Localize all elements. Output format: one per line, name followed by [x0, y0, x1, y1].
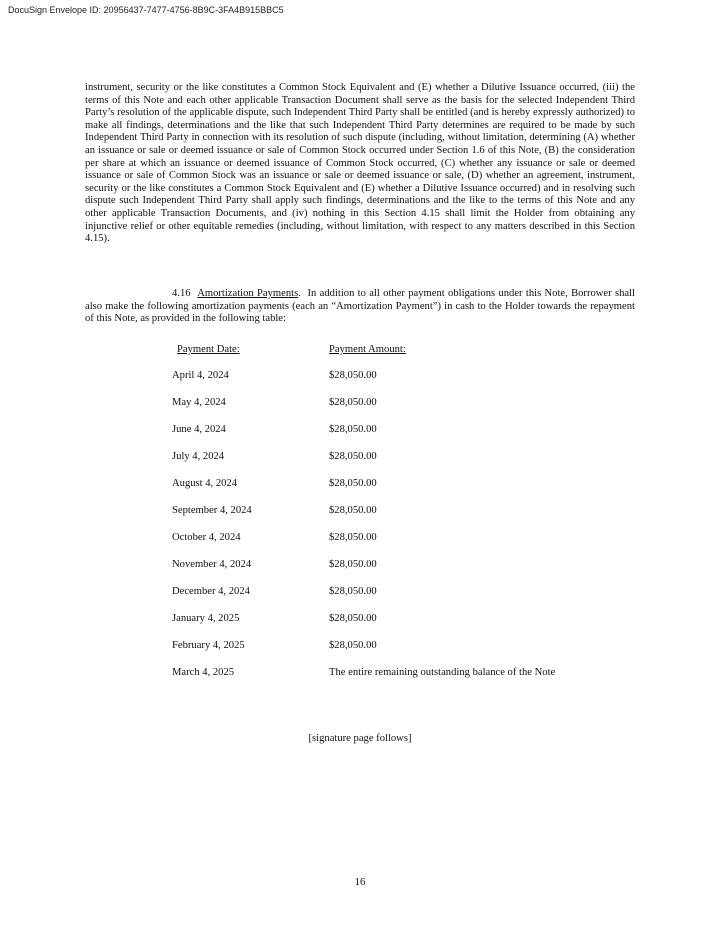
payment-date-cell: February 4, 2025 [172, 640, 245, 651]
payment-date-cell: April 4, 2024 [172, 370, 229, 381]
payment-date-cell: January 4, 2025 [172, 613, 240, 624]
payment-date-cell: September 4, 2024 [172, 505, 252, 516]
payment-date-cell: November 4, 2024 [172, 559, 252, 570]
table-row [0, 640, 720, 654]
payment-date-cell: March 4, 2025 [172, 667, 235, 678]
docusign-envelope-id: DocuSign Envelope ID: 20956437-7477-4756-8B9C-3FA4B915BBC5 [8, 5, 284, 15]
section-heading-period: . [298, 288, 301, 299]
payment-amount-cell: $28,050.00 [329, 640, 377, 651]
table-row [0, 451, 720, 465]
payment-amount-header: Payment Amount: [329, 344, 406, 355]
table-row [0, 667, 720, 681]
section-body: In addition to all other payment obligations under this Note, Borrower shall also make the following amortization payments (each an “Amortization Payment”) in cash to the Holder towards the repayment of this Note, as provided in the following table: [85, 288, 635, 325]
table-row [0, 397, 720, 411]
payment-amount-cell: $28,050.00 [329, 586, 377, 597]
payment-amount-cell: $28,050.00 [329, 613, 377, 624]
payment-date-cell: December 4, 2024 [172, 586, 250, 597]
payment-date-cell: October 4, 2024 [172, 532, 241, 543]
table-row [0, 613, 720, 627]
paragraph-continuation: instrument, security or the like constitutes a Common Stock Equivalent and (E) whether a Dilutive Issuance occurred, (iii) the terms of this Note and each other applicable Transaction Document shall serve as the basis for the selected Independent Third Party’s resolution of the applicable dispute, such Independent Third Party shall be entitled (and is hereby expressly authorized) to make all findings, determinations and the like that such Independent Third Party determines are required to be made by such Independent Third Party in connection with its resolution of such dispute (including, without limitation, determining (A) whether an issuance or sale or deemed issuance or sale of Common Stock occurred under Section 1.6 of this Note, (B) the consideration per share at which an issuance or deemed issuance of Common Stock occurred, (C) whether any issuance or sale or deemed issuance or sale of Common Stock was an issuance or sale or deemed issuance or sale, (D) whether an agreement, instrument, security or the like constitutes a Common Stock Equivalent and (E) whether a Dilutive Issuance occurred) and in resolving such dispute such Independent Third Party shall apply such findings, determinations and the like to the terms of this Note and any other applicable Transaction Documents, and (iv) nothing in this Section 4.15 shall limit the Holder from obtaining any injunctive relief or other equitable remedies (including, without limitation, with respect to any matters described in this Section 4.15). [85, 82, 635, 245]
signature-page-note: [signature page follows] [308, 733, 412, 744]
table-row [0, 370, 720, 384]
table-row [0, 505, 720, 519]
payment-date-cell: August 4, 2024 [172, 478, 238, 489]
payment-amount-cell: $28,050.00 [329, 451, 377, 462]
payment-amount-cell: The entire remaining outstanding balance of the Note [329, 667, 556, 678]
payment-amount-cell: $28,050.00 [329, 478, 377, 489]
payment-date-cell: May 4, 2024 [172, 397, 226, 408]
payment-amount-cell: $28,050.00 [329, 424, 377, 435]
payment-date-cell: July 4, 2024 [172, 451, 225, 462]
table-row [0, 424, 720, 438]
payment-amount-cell: $28,050.00 [329, 532, 377, 543]
section-heading: Amortization Payments [197, 288, 299, 299]
table-row [0, 532, 720, 546]
payment-amount-cell: $28,050.00 [329, 559, 377, 570]
payment-amount-cell: $28,050.00 [329, 505, 377, 516]
page-number: 16 [354, 876, 366, 888]
section-number: 4.16 [172, 288, 191, 299]
payment-date-cell: June 4, 2024 [172, 424, 226, 435]
payment-amount-cell: $28,050.00 [329, 370, 377, 381]
table-row [0, 559, 720, 573]
table-row [0, 478, 720, 492]
section-4-16-paragraph [85, 288, 635, 326]
table-row [0, 586, 720, 600]
payment-amount-cell: $28,050.00 [329, 397, 377, 408]
payment-date-header: Payment Date: [177, 344, 240, 355]
